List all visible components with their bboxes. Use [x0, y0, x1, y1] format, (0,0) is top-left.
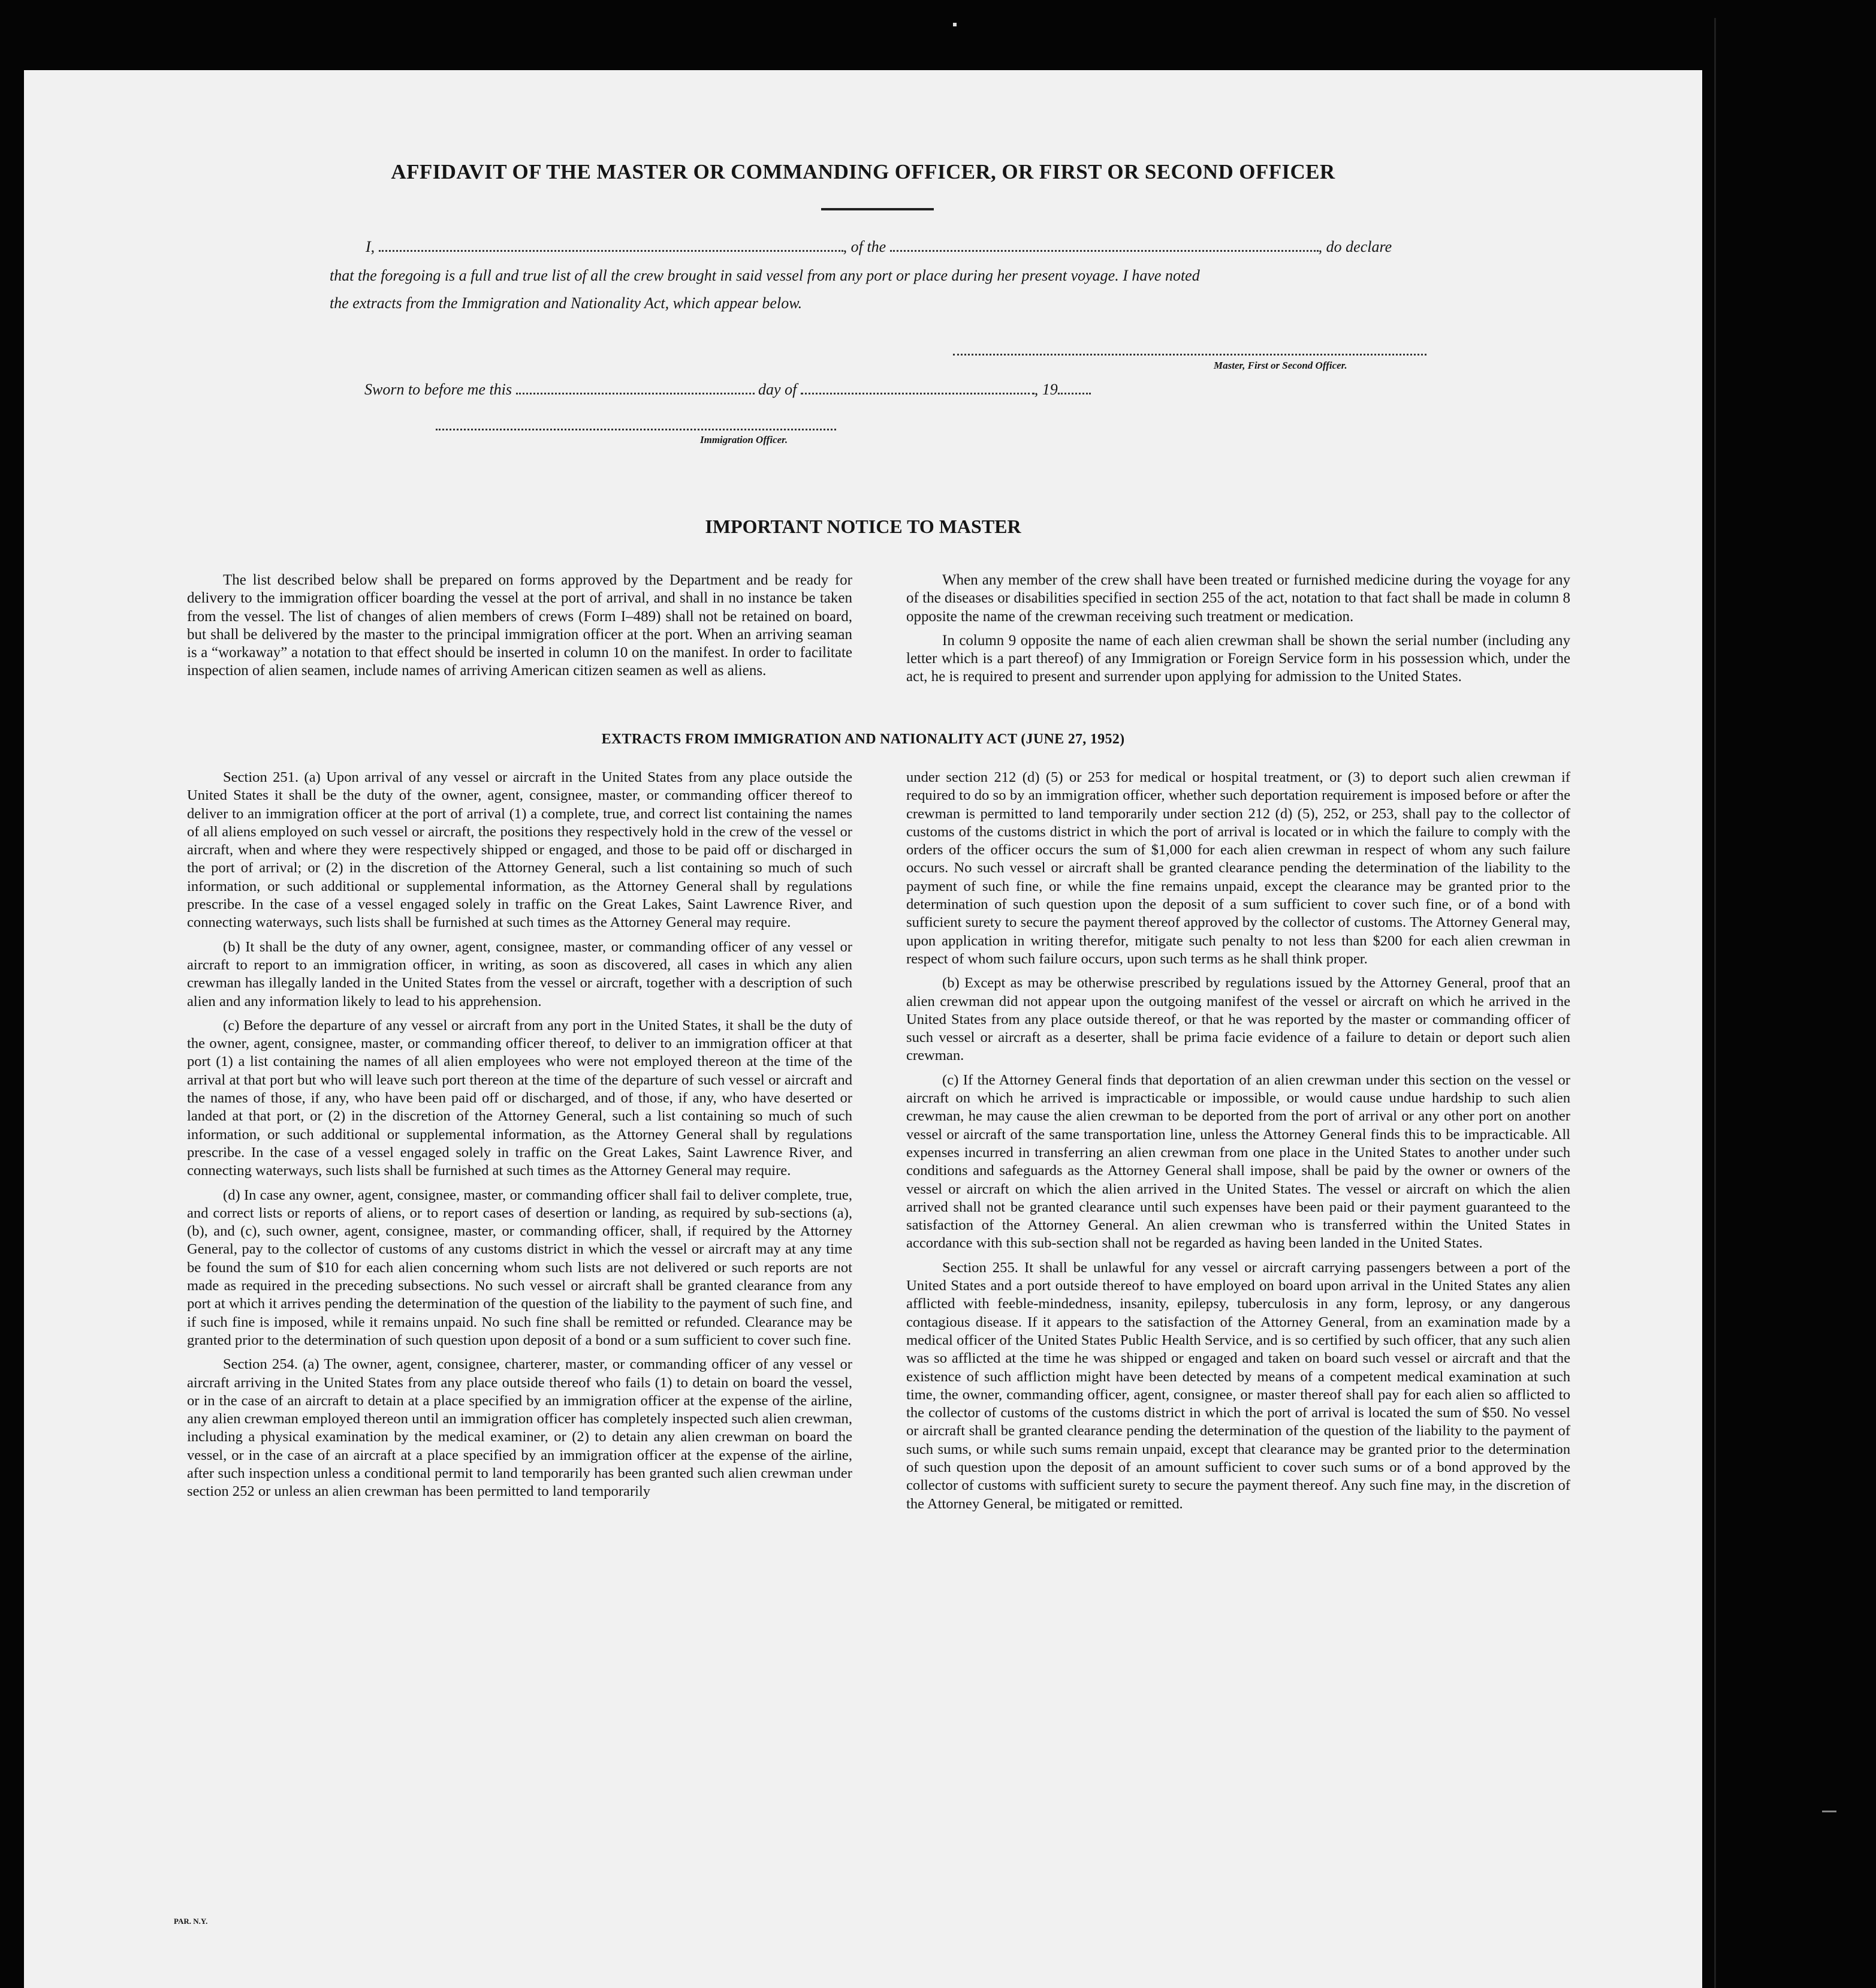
title-rule	[821, 208, 934, 210]
officer-signature-field[interactable]	[436, 429, 836, 430]
act-paragraph: Section 255. It shall be unlawful for any vessel or aircraft carrying passengers between a port of the United States and a port outside thereof to have employed on board upon arrival in the United States any alien afflicted with feeble-mindedness, insanity, epilepsy, tuberculosis in any form, leprosy, or any dangerous contagious disease. If it appears to the satisfaction of the Attorney General, from an examination made by a medical officer of the United States Public Health Service, and is so certified by such officer, that any such alien was so afflicted at the time he was shipped or engaged and taken on board such vessel or aircraft and that the existence of such affliction might have been detected by means of a competent medical examination at such time, the owner, commanding officer, agent, consignee, or master thereof shall pay for each alien so afflicted to the collector of customs of the customs district in which the port of arrival is located the sum of $50. No vessel or aircraft shall be granted clearance pending the determination of the question of the liability to the payment of such sums, or while such sums remain unpaid, except that clearance may be granted prior to the determination of such question upon the deposit of an amount sufficient to cover such sums or of a bond approved by the collector of customs with sufficient surety to secure the payment thereof. Any such fine may, in the discretion of the Attorney General, be mitigated or remitted.	[906, 1259, 1570, 1512]
extracts-right-column	[906, 769, 1570, 1519]
act-paragraph: (d) In case any owner, agent, consignee, master, or commanding officer shall fail to deliver complete, true, and correct lists or reports of aliens, or to report cases of desertion or landing, as required by sub-sections (a), (b), and (c), such owner, agent, consignee, master, or commanding officer, shall, if required by the Attorney General, pay to the collector of customs of any customs district in which the vessel or aircraft may at any time be found the sum of $10 for each alien concerning whom such lists are not delivered or such reports are not made as required in the preceding subsections. No such vessel or aircraft shall be granted clearance from any port at which it arrives pending the determination of the question of the liability to the payment of such fine, and if such fine is imposed, while it remains unpaid. No such fine shall be remitted or refunded. Clearance may be granted prior to the determination of such question upon deposit of a bond or a sum sufficient to cover such fine.	[187, 1186, 852, 1348]
sworn-label: Sworn to before me this	[364, 381, 512, 398]
extracts-left-column	[187, 769, 852, 1507]
sworn-year-field[interactable]	[1058, 382, 1091, 394]
declaration-line-3: the extracts from the Immigration and Nationality Act, which appear below.	[330, 294, 803, 312]
notice-paragraph: In column 9 opposite the name of each alien crewman shall be shown the serial number (including any letter which is a part thereof) of any Immigration or Foreign Service form in his possession which, under the act, he is required to present and surrender upon applying for admission to the United States.	[906, 632, 1570, 685]
form-page	[24, 70, 1702, 1988]
act-paragraph: (c) Before the departure of any vessel or aircraft from any port in the United States, it shall be the duty of the owner, agent, consignee, master, or commanding officer thereof, to deliver to an immigration officer at that port (1) a list containing the names of all alien employees who were not employed thereon at the time of the arrival at that port but who will leave such port thereon at the time of the departure of such vessel or aircraft and the names of those, if any, who have been paid off or discharged, and of those, if any, who have deserted or landed at that port, or (2) in the discretion of the Attorney General, such a list containing so much of such information, or such additional or supplemental information, as the Attorney General shall by regulations prescribe. In the case of a vessel engaged solely in traffic on the Great Lakes, Saint Lawrence River, and connecting waterways, such lists shall be furnished at such times as the Attorney General may require.	[187, 1017, 852, 1179]
affidavit-title: AFFIDAVIT OF THE MASTER OR COMMANDING OFFICER, OR FIRST OR SECOND OFFICER	[391, 160, 1335, 183]
declaration-of-label: , of the	[843, 238, 886, 255]
extracts-title: EXTRACTS FROM IMMIGRATION AND NATIONALITY ACT (JUNE 27, 1952)	[601, 731, 1125, 747]
act-paragraph: (c) If the Attorney General finds that deportation of an alien crewman under this section on the vessel or aircraft on which he arrived is impracticable or impossible, or would cause undue hardship to such alien crewman, he may cause the alien crewman to be deported from the port of arrival or any other port on another vessel or aircraft of the same transportation line, unless the Attorney General finds this to be impracticable. All expenses incurred in transferring an alien crewman from one place in the United States to another under such conditions and safeguards as the Attorney General shall impose, shall be paid by the owner or owners of the vessel or aircraft on which the alien arrived in the United States. The vessel or aircraft on which the alien arrived shall not be granted clearance until such expenses have been paid or their payment guaranteed to the satisfaction of the Attorney General. An alien crewman who is transferred within the United States in accordance with this sub-section shall not be regarded as having been landed in the United States.	[906, 1071, 1570, 1252]
declaration-line-2: that the foregoing is a full and true list of all the crew brought in said vessel from any port or place during her present voyage. I have noted	[330, 267, 1200, 284]
printer-mark: PAR. N.Y.	[174, 1917, 208, 1926]
act-paragraph: (b) Except as may be otherwise prescribed by regulations issued by the Attorney General, proof that an alien crewman did not appear upon the outgoing manifest of the vessel or aircraft on which he arrived in the United States from any place outside thereof, or that he was reported by the master or commanding officer of such vessel or aircraft as a deserter, shall be prima facie evidence of a failure to detain or deport such alien crewman.	[906, 975, 1570, 1064]
sworn-day-field[interactable]	[516, 382, 755, 394]
notice-paragraph: When any member of the crew shall have been treated or furnished medicine during the voyage for any of the diseases or disabilities specified in section 255 of the act, notation to that fact shall be made in column 8 opposite the name of the crewman receiving such treatment or medication.	[906, 572, 1570, 625]
officer-signature-label: Immigration Officer.	[700, 434, 788, 445]
act-paragraph: (b) It shall be the duty of any owner, agent, consignee, master, or commanding officer of any vessel or aircraft to report to an immigration officer, in writing, as soon as discovered, all cases in which any alien crewman has illegally landed in the United States from the vessel or aircraft, together with a description of such alien and any information likely to lead to his apprehension.	[187, 938, 852, 1010]
notice-paragraph: The list described below shall be prepared on forms approved by the Department and be ready for delivery to the immigration officer boarding the vessel at the port of arrival, and shall in no instance be taken from the vessel. The list of changes of alien members of crews (Form I–489) shall not be retained on board, but shall be delivered by the master to the principal immigration officer at the port. When an arriving seaman is a “workaway” a notation to that effect should be inserted in column 10 on the manifest. In order to facilitate inspection of alien seamen, include names of arriving American citizen seamen as well as aliens.	[187, 572, 852, 679]
scan-speck	[953, 23, 957, 26]
declarant-name-field[interactable]	[379, 239, 843, 252]
notice-right-column	[906, 571, 1570, 692]
page-edge-line	[1714, 18, 1716, 1988]
sworn-dayof-label: day of	[758, 381, 797, 398]
sworn-line	[364, 381, 1091, 399]
act-paragraph: Section 251. (a) Upon arrival of any vessel or aircraft in the United States from any place outside the United States it shall be the duty of the owner, agent, consignee, master, or commanding officer thereof to deliver to an immigration officer at the port of arrival (1) a complete, true, and correct list containing the names of all aliens employed on such vessel or aircraft, the positions they respectively hold in the crew of the vessel or aircraft, when and where they were respectively shipped or engaged, and those to be paid off or discharged in the port of arrival; or (2) in the discretion of the Attorney General, such a list containing so much of such information, or such additional or supplemental information, as the Attorney General shall by regulations prescribe. In the case of a vessel engaged solely in traffic on the Great Lakes, Saint Lawrence River, and connecting waterways, such lists shall be furnished at such times as the Attorney General may require.	[187, 769, 852, 931]
act-paragraph: Section 254. (a) The owner, agent, consignee, charterer, master, or commanding officer of any vessel or aircraft arriving in the United States from any place outside thereof who fails (1) to detain on board the vessel, or in the case of an aircraft to detain at a place specified by an immigration officer at the expense of the airline, any alien crewman employed thereon until an immigration officer has completely inspected such alien crewman, including a physical examination by the medical examiner, or (2) to detain any alien crewman on board the vessel, or in the case of an aircraft at a place specified by an immigration officer at the expense of the airline, after such inspection unless a conditional permit to land temporarily has been granted such alien crewman under section 252 or unless an alien crewman has been permitted to land temporarily	[187, 1356, 852, 1500]
master-signature-field[interactable]	[953, 354, 1426, 356]
sworn-year-label: , 19	[1034, 381, 1058, 398]
scan-speck	[1822, 1811, 1836, 1812]
vessel-name-field[interactable]	[890, 239, 1319, 252]
notice-left-column	[187, 571, 852, 686]
declaration-declare-label: , do declare	[1318, 238, 1392, 255]
sworn-month-field[interactable]	[801, 382, 1034, 394]
notice-title: IMPORTANT NOTICE TO MASTER	[705, 516, 1021, 537]
declaration-line-1	[366, 238, 1392, 256]
declaration-i-label: I,	[366, 238, 375, 255]
act-paragraph: under section 212 (d) (5) or 253 for medical or hospital treatment, or (3) to deport such alien crewman if required to do so by an immigration officer, whether such deportation requirement is imposed before or after the crewman is permitted to land temporarily under section 212 (d) (5), 252, or 253, shall pay to the collector of customs of the customs district in which the port of arrival is located or in which the failure to comply with the orders of the officer occurs the sum of $1,000 for each alien crewman in respect of whom any such failure occurs. No such vessel or aircraft shall be granted clearance pending the determination of the liability to the payment of such fine, or while the fine remains unpaid, except the clearance may be granted prior to the determination of such question upon the deposit of a sum sufficient to cover such fine, or of a bond with sufficient surety to secure the payment thereof approved by the collector of customs. The Attorney General may, upon application in writing therefor, mitigate such penalty to not less than $200 for each alien crewman in respect of whom such failure occurs, upon such terms as he shall think proper.	[906, 769, 1570, 967]
master-signature-label: Master, First or Second Officer.	[1214, 360, 1347, 371]
